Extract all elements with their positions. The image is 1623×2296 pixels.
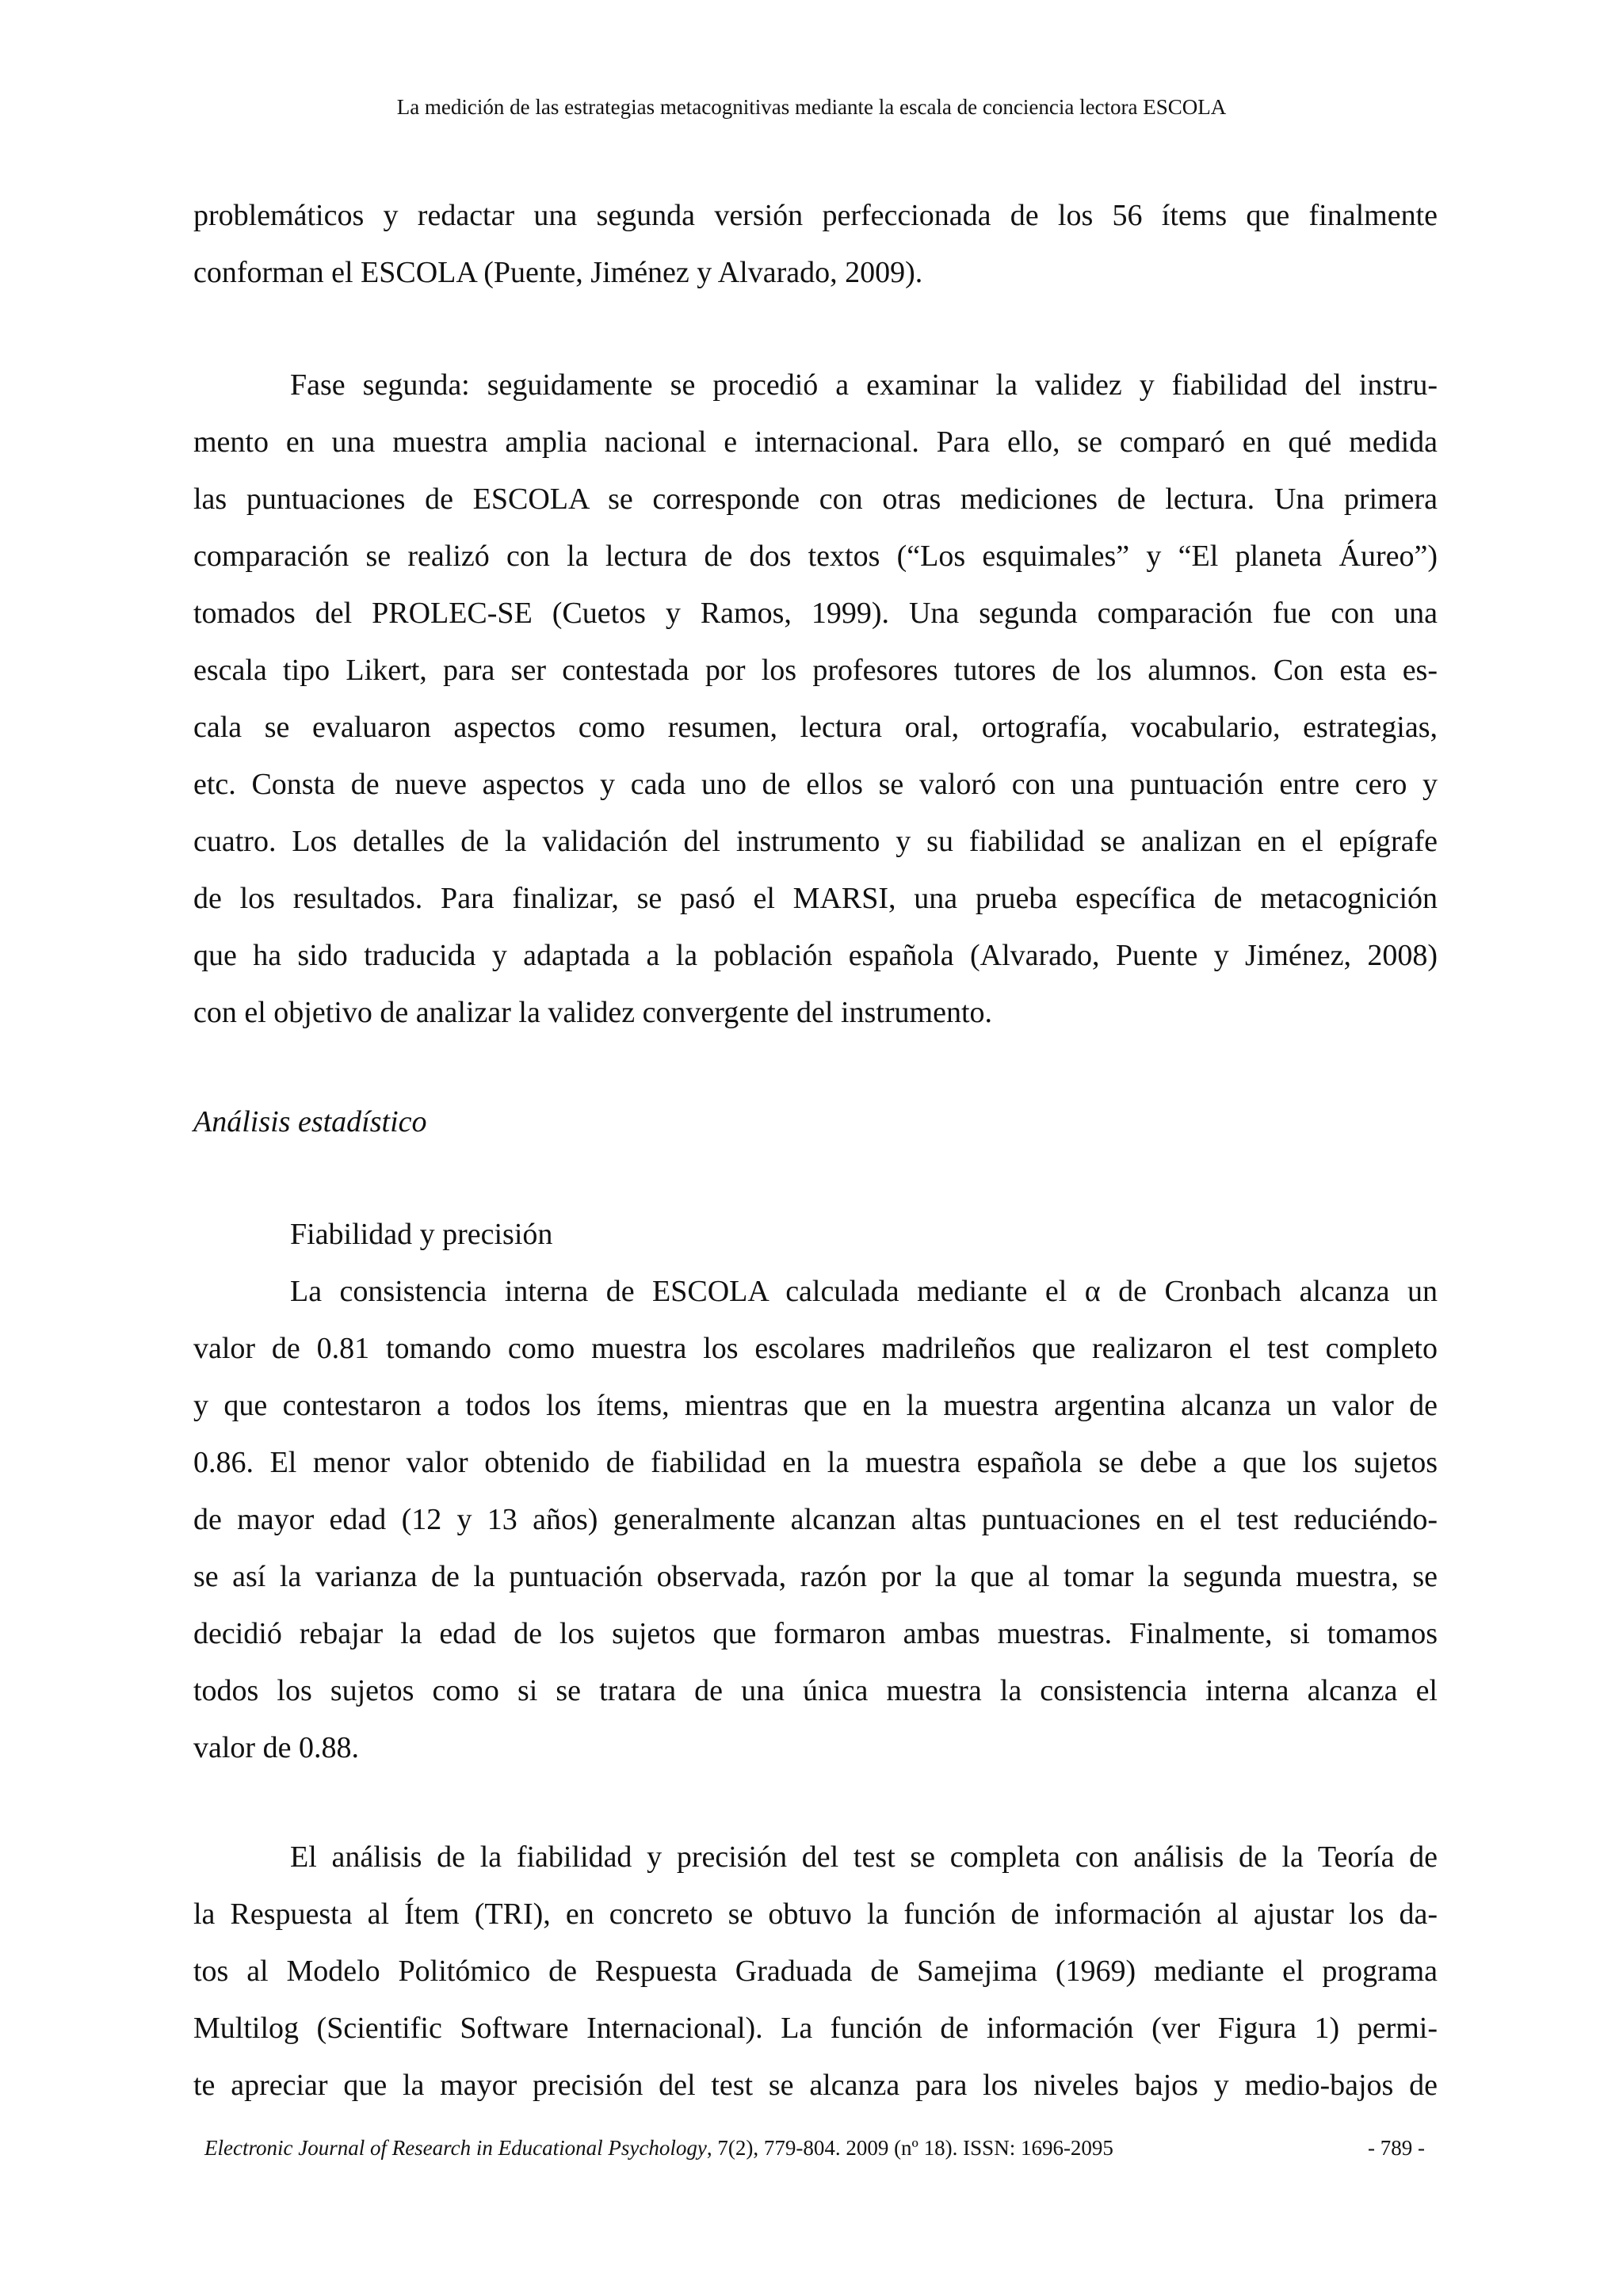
paragraph-4 [193,1829,1438,2114]
paragraph-line: la Respuesta al Ítem (TRI), en concreto se obtuvo la función de información al ajustar los da- [193,1897,1438,1931]
paragraph-line: conforman el ESCOLA (Puente, Jiménez y Alvarado, 2009). [193,256,923,289]
paragraph-line: valor de 0.88. [193,1731,359,1764]
subheading: Fiabilidad y precisión [290,1218,553,1251]
journal-name: Electronic Journal of Research in Educational Psychology [204,2136,707,2160]
page-number: - 789 - [1368,2136,1425,2160]
paragraph-line: tomados del PROLEC-SE (Cuetos y Ramos, 1999). Una segunda comparación fue con una [193,597,1438,630]
paragraph-line: 0.86. El menor valor obtenido de fiabilidad en la muestra española se debe a que los sujetos [193,1446,1438,1479]
paragraph-line: La consistencia interna de ESCOLA calculada mediante el α de Cronbach alcanza un [290,1275,1438,1308]
paragraph-line: tos al Modelo Politómico de Respuesta Graduada de Samejima (1969) mediante el programa [193,1955,1438,1988]
paragraph-line: problemáticos y redactar una segunda versión perfeccionada de los 56 ítems que finalmente [193,199,1438,232]
paragraph-line: decidió rebajar la edad de los sujetos que formaron ambas muestras. Finalmente, si tomamos [193,1617,1438,1650]
paragraph-line: cuatro. Los detalles de la validación del instrumento y su fiabilidad se analizan en el epígrafe [193,825,1438,858]
paragraph-2 [193,357,1438,1041]
footer-citation [204,2134,1113,2161]
paragraph-line: Multilog (Scientific Software Internacional). La función de información (ver Figura 1) permi- [193,2012,1438,2045]
citation-details: , 7(2), 779-804. 2009 (nº 18). ISSN: 1696-2095 [706,2136,1113,2160]
paragraph-line: mento en una muestra amplia nacional e internacional. Para ello, se comparó en qué medida [193,425,1438,459]
paragraph-line: cala se evaluaron aspectos como resumen, lectura oral, ortografía, vocabulario, estrategias, [193,711,1438,744]
paragraph-line: valor de 0.81 tomando como muestra los escolares madrileños que realizaron el test completo [193,1332,1438,1365]
paragraph-line: que ha sido traducida y adaptada a la población española (Alvarado, Puente y Jiménez, 2008) [193,939,1438,972]
paragraph-line: se así la varianza de la puntuación observada, razón por la que al tomar la segunda muestra, se [193,1560,1438,1593]
paragraph-line: comparación se realizó con la lectura de dos textos (“Los esquimales” y “El planeta Áureo”) [193,540,1438,573]
paragraph-line: Fase segunda: seguidamente se procedió a examinar la validez y fiabilidad del instru- [290,368,1438,402]
paragraph-3 [193,1206,1438,1776]
paragraph-1 [193,187,1438,301]
paragraph-line: con el objetivo de analizar la validez convergente del instrumento. [193,996,993,1029]
paragraph-line: y que contestaron a todos los ítems, mientras que en la muestra argentina alcanza un valor de [193,1389,1438,1422]
paragraph-line: las puntuaciones de ESCOLA se corresponde con otras mediciones de lectura. Una primera [193,482,1438,516]
paragraph-line: escala tipo Likert, para ser contestada por los profesores tutores de los alumnos. Con esta es- [193,654,1438,687]
paragraph-line: etc. Consta de nueve aspectos y cada uno de ellos se valoró con una puntuación entre cero y [193,768,1438,801]
paragraph-line: todos los sujetos como si se tratara de una única muestra la consistencia interna alcanza el [193,1674,1438,1707]
section-heading: Análisis estadístico [193,1105,427,1138]
running-head: La medición de las estrategias metacognitivas mediante la escala de conciencia lectora ESCOLA [396,95,1227,119]
paragraph-line: de los resultados. Para finalizar, se pasó el MARSI, una prueba específica de metacognición [193,882,1438,915]
paragraph-line: El análisis de la fiabilidad y precisión del test se completa con análisis de la Teoría de [290,1840,1438,1874]
paragraph-line: te apreciar que la mayor precisión del test se alcanza para los niveles bajos y medio-bajos de [193,2069,1438,2102]
paragraph-line: de mayor edad (12 y 13 años) generalmente alcanzan altas puntuaciones en el test reduciéndo- [193,1503,1438,1536]
